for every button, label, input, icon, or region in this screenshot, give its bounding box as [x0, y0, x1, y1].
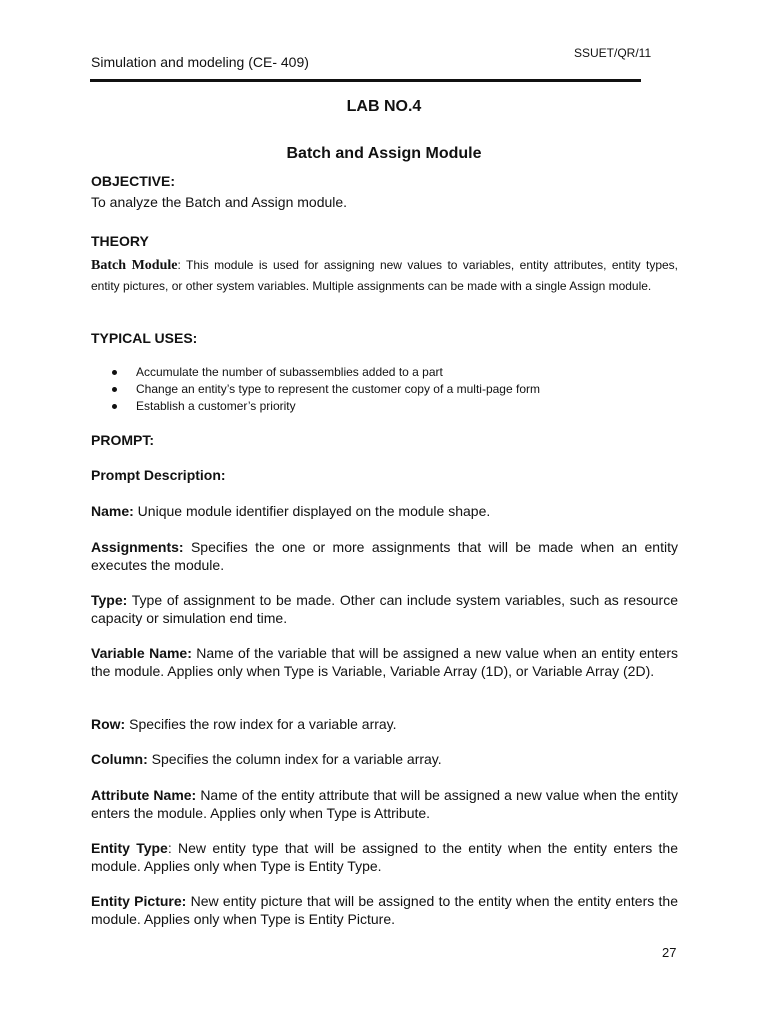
field-attribute-name: Attribute Name: Name of the entity attribute that will be assigned a new value when the entity enters the module. Applies only when Type is Attribute. — [91, 787, 678, 821]
document-title: Batch and Assign Module — [286, 145, 482, 162]
theory-term: Batch Module — [91, 258, 178, 273]
field-variable-name: Variable Name: Name of the variable that will be assigned a new value when an entity enters the module. Applies only when Type is Variable, Variable Array (1D), or Variable Array (2D). — [91, 645, 678, 679]
typical-uses-list — [112, 364, 540, 415]
theory-heading: THEORY — [91, 233, 149, 249]
field-assignments: Assignments: Specifies the one or more assignments that will be made when an entity executes the module. — [91, 539, 678, 573]
bullet-icon — [112, 387, 117, 392]
objective-heading: OBJECTIVE: — [91, 173, 176, 189]
theory-paragraph — [91, 255, 678, 296]
course-title: Simulation and modeling (CE- 409) — [91, 54, 309, 70]
objective-text: To analyze the Batch and Assign module. — [91, 194, 348, 210]
document-code: SSUET/QR/11 — [574, 46, 652, 60]
field-row: Row: Specifies the row index for a variable array. — [91, 716, 397, 732]
header-divider — [90, 79, 641, 82]
theory-text: : This module is used for assigning new values to variables, entity attributes, entity types, entity pictures, or other system variables. Multiple assignments can be made with a single Assign module. — [91, 258, 679, 293]
typical-uses-heading: TYPICAL USES: — [91, 330, 198, 346]
field-type: Type: Type of assignment to be made. Other can include system variables, such as resource capacity or simulation end time. — [91, 592, 678, 626]
bullet-icon — [112, 404, 117, 409]
lab-title: LAB NO.4 — [346, 98, 422, 115]
prompt-heading: PROMPT: — [91, 432, 154, 448]
page-number: 27 — [662, 945, 677, 960]
list-item: Change an entity’s type to represent the customer copy of a multi-page form — [112, 381, 540, 398]
list-item: Accumulate the number of subassemblies added to a part — [112, 364, 540, 381]
field-entity-type: Entity Type: New entity type that will be assigned to the entity when the entity enters the module. Applies only when Type is Entity Type. — [91, 840, 679, 874]
field-column: Column: Specifies the column index for a variable array. — [91, 751, 442, 767]
field-entity-picture: Entity Picture: New entity picture that will be assigned to the entity when the entity enters the module. Applies only when Type is Entity Picture. — [91, 893, 678, 927]
field-name: Name: Unique module identifier displayed on the module shape. — [91, 503, 491, 519]
bullet-icon — [112, 370, 117, 375]
list-item: Establish a customer’s priority — [112, 398, 540, 415]
prompt-subheading: Prompt Description: — [91, 467, 226, 483]
